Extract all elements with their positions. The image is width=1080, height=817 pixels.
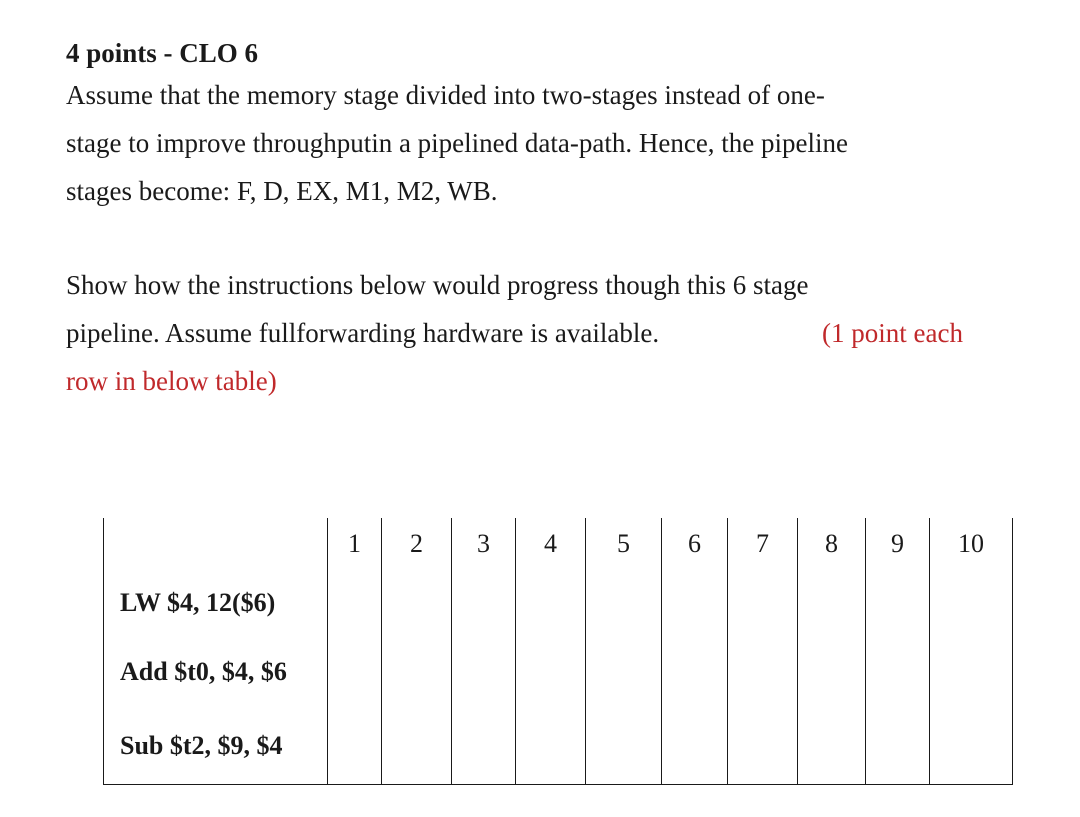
stage-cell[interactable] — [866, 636, 930, 708]
stage-cell[interactable] — [798, 570, 866, 636]
instruction-label: Sub $t2, $9, $4 — [104, 708, 328, 785]
cycle-header: 4 — [516, 518, 586, 570]
table-row — [104, 708, 1013, 785]
cycle-header: 10 — [930, 518, 1013, 570]
stage-cell[interactable] — [662, 570, 728, 636]
stage-cell[interactable] — [662, 636, 728, 708]
stage-cell[interactable] — [452, 636, 516, 708]
stage-cell[interactable] — [866, 570, 930, 636]
instruction-label: Add $t0, $4, $6 — [104, 636, 328, 708]
cycle-header: 7 — [728, 518, 798, 570]
stage-cell[interactable] — [930, 636, 1013, 708]
stage-cell[interactable] — [728, 636, 798, 708]
stage-cell[interactable] — [516, 636, 586, 708]
cycle-header: 3 — [452, 518, 516, 570]
stage-cell[interactable] — [586, 570, 662, 636]
cycle-header: 8 — [798, 518, 866, 570]
stage-cell[interactable] — [586, 708, 662, 785]
stage-cell[interactable] — [382, 570, 452, 636]
cycle-header-row — [104, 518, 1013, 570]
stage-cell[interactable] — [866, 708, 930, 785]
stage-cell[interactable] — [516, 708, 586, 785]
points-note-part1: (1 point each — [822, 318, 963, 348]
instructions-prompt — [66, 261, 963, 405]
stage-cell[interactable] — [930, 570, 1013, 636]
stage-cell[interactable] — [798, 708, 866, 785]
prompt-line-2-text: pipeline. Assume fullforwarding hardware is available. — [66, 318, 660, 348]
stage-cell[interactable] — [328, 636, 382, 708]
statement-line-3: stages become: F, D, EX, M1, M2, WB. — [66, 176, 498, 206]
pipeline-table — [103, 518, 1013, 785]
problem-statement — [66, 71, 848, 215]
stage-cell[interactable] — [328, 570, 382, 636]
cycle-header: 5 — [586, 518, 662, 570]
stage-cell[interactable] — [586, 636, 662, 708]
table-row — [104, 636, 1013, 708]
stage-cell[interactable] — [662, 708, 728, 785]
table-row — [104, 570, 1013, 636]
prompt-line-1: Show how the instructions below would progress though this 6 stage — [66, 270, 809, 300]
stage-cell[interactable] — [728, 708, 798, 785]
stage-cell[interactable] — [382, 636, 452, 708]
cycle-header: 6 — [662, 518, 728, 570]
stage-cell[interactable] — [728, 570, 798, 636]
cycle-header: 2 — [382, 518, 452, 570]
stage-cell[interactable] — [382, 708, 452, 785]
points-note-part2: row in below table) — [66, 366, 277, 396]
stage-cell[interactable] — [452, 708, 516, 785]
stage-cell[interactable] — [452, 570, 516, 636]
cycle-header: 9 — [866, 518, 930, 570]
question-heading: 4 points - CLO 6 — [66, 38, 259, 68]
cycle-header: 1 — [328, 518, 382, 570]
stage-cell[interactable] — [798, 636, 866, 708]
stage-cell[interactable] — [930, 708, 1013, 785]
prompt-line-2 — [66, 309, 963, 357]
stage-cell[interactable] — [516, 570, 586, 636]
statement-line-2: stage to improve throughputin a pipelined data-path. Hence, the pipeline — [66, 128, 849, 158]
header-blank-cell — [104, 518, 328, 570]
statement-line-1: Assume that the memory stage divided into two-stages instead of one- — [66, 80, 825, 110]
stage-cell[interactable] — [328, 708, 382, 785]
instruction-label: LW $4, 12($6) — [104, 570, 328, 636]
